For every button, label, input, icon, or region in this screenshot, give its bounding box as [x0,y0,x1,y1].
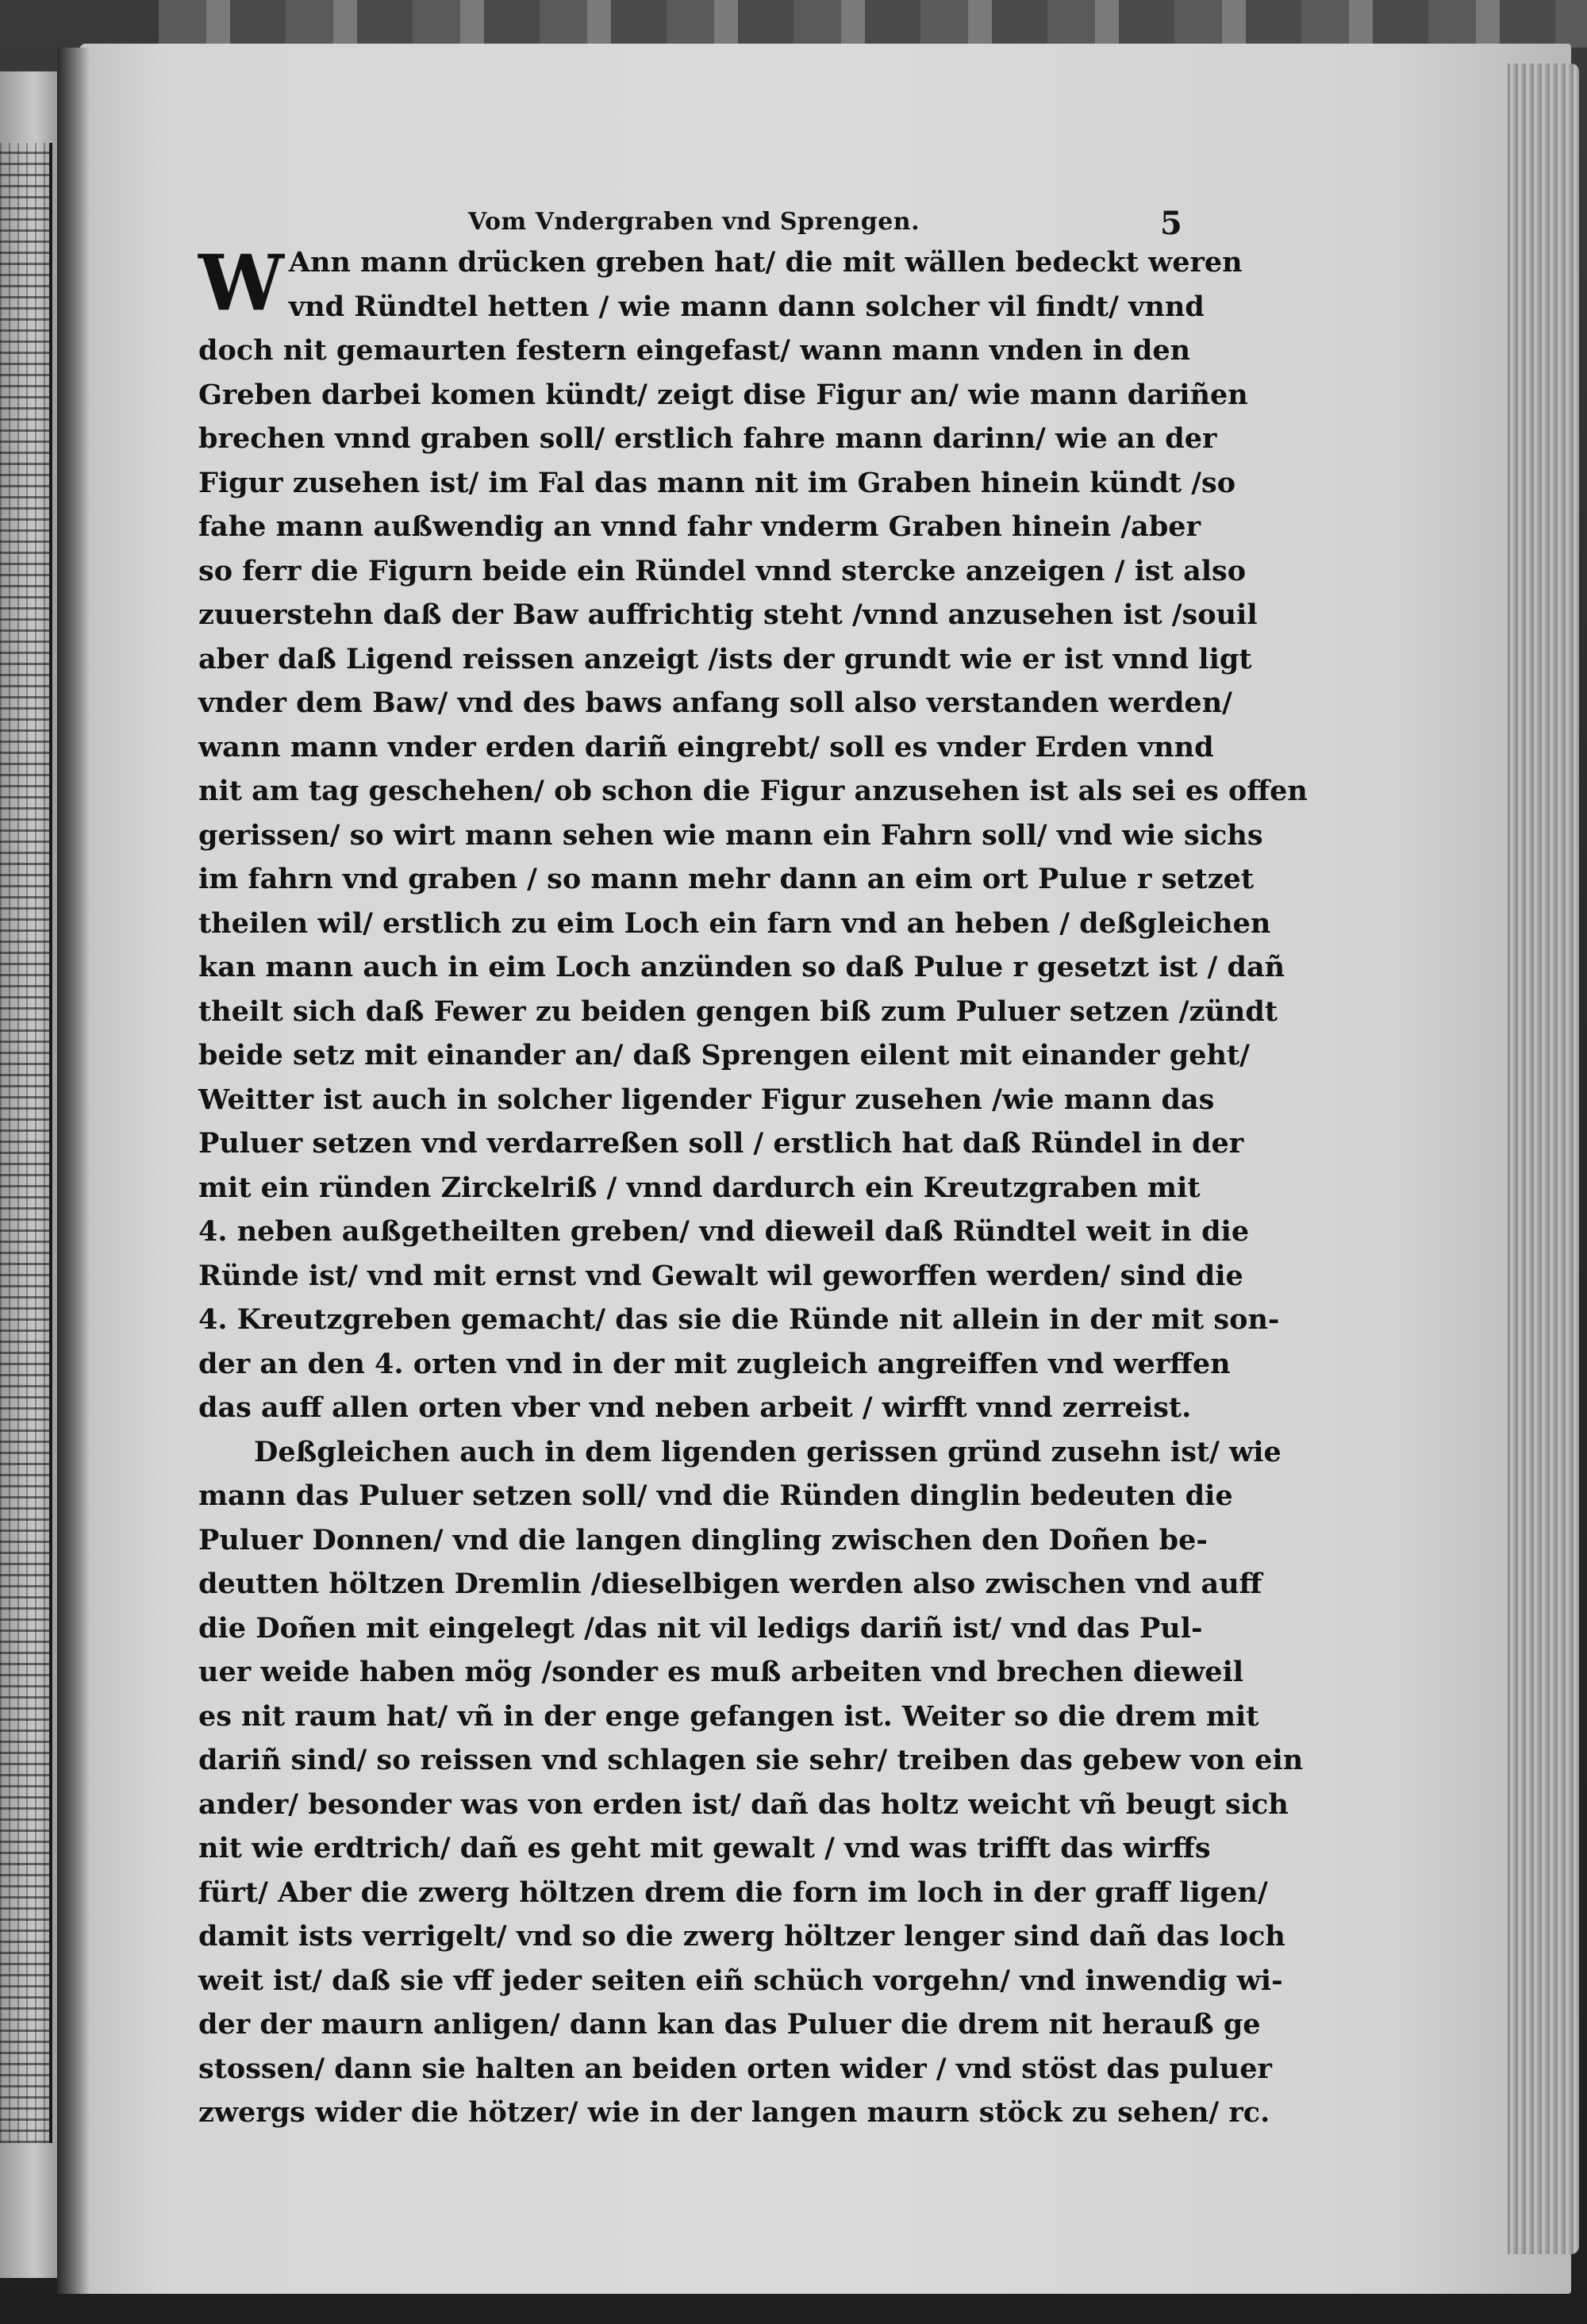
running-head: Vom Vndergraben vnd Sprengen. [468,208,920,236]
text-line: 4. neben außgetheilten greben/ vnd dieweil daß Ründtel weit in die [198,1215,1250,1248]
text-line: fürt/ Aber die zwerg höltzen drem die forn im loch in der graff ligen/ [198,1876,1268,1909]
text-line: deutten höltzen Dremlin /dieselbigen werden also zwischen vnd auff [198,1568,1262,1600]
text-line: Weitter ist auch in solcher ligender Figur zusehen /wie mann das [198,1083,1215,1116]
page-edges [1508,63,1579,2254]
text-line: es nit raum hat/ vñ in der enge gefangen ist. Weiter so die drem mit [198,1699,1259,1733]
text-line: wann mann vnder erden dariñ eingrebt/ soll es vnder Erden vnnd [198,730,1214,764]
text-line: aber daß Ligend reissen anzeigt /ists der grundt wie er ist vnnd ligt [198,642,1252,675]
text-line: zuuerstehn daß der Baw auffrichtig steht /vnnd anzusehen ist /souil [198,598,1258,631]
text-line: vnder dem Baw/ vnd des baws anfang soll also verstanden werden/ [198,687,1232,719]
text-line: theilen wil/ erstlich zu eim Loch ein farn vnd an heben / deßgleichen [198,906,1271,940]
text-line: beide setz mit einander an/ daß Sprengen eilent mit einander geht/ [198,1039,1250,1072]
text-line: theilt sich daß Fewer zu beiden gengen biß zum Puluer setzen /zündt [198,995,1278,1028]
text-line: Ründe ist/ vnd mit ernst vnd Gewalt wil geworffen werden/ sind die [198,1259,1243,1292]
page-number: 5 [1160,205,1182,242]
text-line: damit ists verrigelt/ vnd so die zwerg höltzer lenger sind dañ das loch [198,1920,1285,1953]
text-line: vnd Ründtel hetten / wie mann dann solcher vil findt/ vnnd [288,290,1205,323]
text-line: der der maurn anligen/ dann kan das Puluer die drem nit herauß ge [198,2008,1261,2041]
text-line: nit am tag geschehen/ ob schon die Figur anzusehen ist als sei es offen [198,775,1308,807]
text-line: brechen vnnd graben soll/ erstlich fahre mann darinn/ wie an der [198,422,1217,455]
text-line: Deßgleichen auch in dem ligenden gerissen gründ zusehn ist/ wie [254,1435,1282,1468]
text-line: dariñ sind/ so reissen vnd schlagen sie sehr/ treiben das gebew von ein [198,1744,1304,1776]
text-line: nit wie erdtrich/ dañ es geht mit gewalt / vnd was trifft das wirffs [198,1832,1211,1864]
text-line: zwergs wider die hötzer/ wie in der langen maurn stöck zu sehen/ rc. [198,2096,1270,2129]
text-line: uer weide haben mög /sonder es muß arbeiten vnd brechen dieweil [198,1656,1244,1688]
text-line: kan mann auch in eim Loch anzünden so daß Pulue r gesetzt ist / dañ [198,951,1285,983]
top-binding-strip [159,0,1587,48]
initial-letter: W [198,238,284,328]
text-line: die Doñen mit eingelegt /das nit vil ledigs dariñ ist/ vnd das Pul- [198,1611,1203,1645]
text-line: doch nit gemaurten festern eingefast/ wann mann vnden in den [198,334,1191,367]
text-line: mann das Puluer setzen soll/ vnd die Ründen dinglin bedeuten die [198,1479,1233,1512]
text-line: so ferr die Figurn beide ein Ründel vnnd stercke anzeigen / ist also [198,554,1247,587]
text-line: Figur zusehen ist/ im Fal das mann nit im Graben hinein kündt /so [198,466,1236,499]
text-line: Greben darbei komen kündt/ zeigt dise Figur an/ wie mann dariñen [198,378,1248,411]
text-line: 4. Kreutzgreben gemacht/ das sie die Ründe nit allein in der mit son- [198,1303,1280,1336]
text-line: das auff allen orten vber vnd neben arbeit / wirfft vnnd zerreist. [198,1391,1192,1424]
text-line: gerissen/ so wirt mann sehen wie mann ein Fahrn soll/ vnd wie sichs [198,818,1263,852]
text-line: der an den 4. orten vnd in der mit zugleich angreiffen vnd werffen [198,1347,1231,1380]
facing-page-woodcut-illustration [0,143,52,2143]
text-line: im fahrn vnd graben / so mann mehr dann an eim ort Pulue r setzet [198,863,1255,895]
text-line: Puluer Donnen/ vnd die langen dingling zwischen den Doñen be- [198,1523,1208,1556]
text-line: ander/ besonder was von erden ist/ dañ das holtz weicht vñ beugt sich [198,1787,1289,1821]
text-line: Puluer setzen vnd verdarreßen soll / erstlich hat daß Ründel in der [198,1127,1244,1160]
book-gutter [57,48,89,2294]
text-line: fahe mann außwendig an vnnd fahr vnderm Graben hinein /aber [198,510,1201,543]
text-line: stossen/ dann sie halten an beiden orten wider / vnd stöst das puluer [198,2052,1272,2085]
text-line: W Ann mann drücken greben hat/ die mit wällen bedeckt weren [198,238,1243,328]
text-line: weit ist/ daß sie vff jeder seiten eiñ schüch vorgehn/ vnd inwendig wi- [198,1964,1283,1997]
body-text [198,238,1308,2135]
text-line: mit ein ründen Zirckelriß / vnnd dardurch ein Kreutzgraben mit [198,1171,1201,1204]
